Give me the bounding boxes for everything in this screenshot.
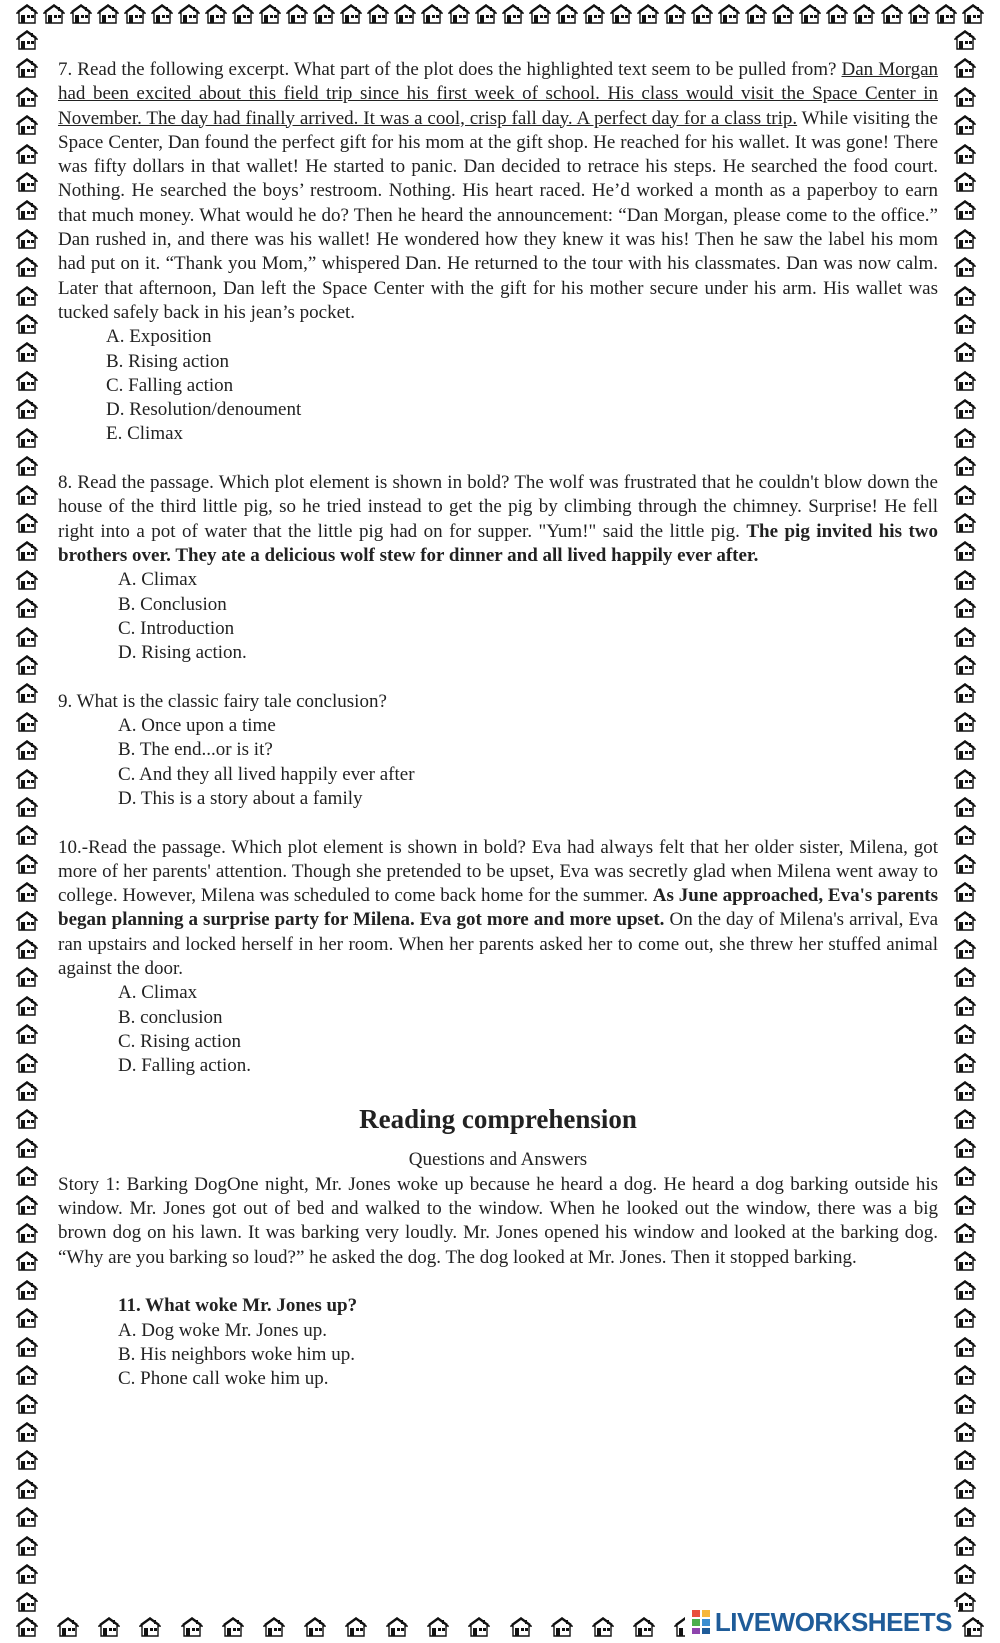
house-icon [16, 911, 38, 931]
house-icon [16, 598, 38, 618]
option-8d[interactable]: D. Rising action. [118, 642, 247, 664]
house-icon [954, 1024, 976, 1044]
house-icon [16, 1223, 38, 1243]
house-icon [954, 1450, 976, 1470]
house-icon [954, 627, 976, 647]
house-icon [16, 712, 38, 732]
house-icon [954, 144, 976, 164]
house-icon [313, 4, 335, 24]
house-icon [954, 30, 976, 50]
option-11b[interactable]: B. His neighbors woke him up. [118, 1343, 355, 1365]
option-11c[interactable]: C. Phone call woke him up. [118, 1368, 329, 1390]
house-icon [16, 683, 38, 703]
liveworksheets-logo-text: LIVEWORKSHEETS [714, 1606, 952, 1637]
border-top [16, 4, 984, 26]
house-icon [664, 4, 686, 24]
house-icon [16, 1564, 38, 1584]
house-icon [16, 1053, 38, 1073]
house-icon [205, 4, 227, 24]
option-10a[interactable]: A. Climax [118, 982, 198, 1004]
house-icon [16, 882, 38, 902]
house-icon [954, 371, 976, 391]
house-icon [468, 1617, 490, 1637]
question-9: 9. What is the classic fairy tale conclusion? [58, 690, 387, 712]
question-10-passage: 10.-Read the passage. Which plot element is shown in bold? Eva had always felt that her older sister, Milena, got more of her parents' attention. Though she pretended to be upset, Eva was secretly glad when Milena went away to college. However, Milena was scheduled to come back home for the summer. [58, 836, 938, 907]
house-icon [16, 1592, 38, 1612]
question-10 [58, 836, 938, 982]
question-11-options [58, 1319, 938, 1392]
option-7a[interactable]: A. Exposition [106, 326, 212, 348]
house-icon [954, 939, 976, 959]
house-icon [954, 115, 976, 135]
house-icon [954, 882, 976, 902]
option-9d[interactable]: D. This is a story about a family [118, 787, 363, 809]
house-icon [772, 4, 794, 24]
house-icon [954, 428, 976, 448]
house-icon [16, 314, 38, 334]
house-icon [551, 1617, 573, 1637]
house-icon [954, 1251, 976, 1271]
house-icon [954, 1394, 976, 1414]
house-icon [908, 4, 930, 24]
house-icon [16, 456, 38, 476]
house-icon [16, 371, 38, 391]
house-icon [954, 58, 976, 78]
house-icon [16, 172, 38, 192]
house-icon [853, 4, 875, 24]
option-10c[interactable]: C. Rising action [118, 1030, 241, 1052]
house-icon [954, 172, 976, 192]
house-icon [954, 854, 976, 874]
option-9c[interactable]: C. And they all lived happily ever after [118, 763, 415, 785]
option-8b[interactable]: B. Conclusion [118, 593, 227, 615]
question-8-bold-text: The pig invited his two brothers over. They ate a delicious wolf stew for dinner and all lived happily ever after. [58, 520, 938, 566]
house-icon [16, 1450, 38, 1470]
house-icon [340, 4, 362, 24]
house-icon [394, 4, 416, 24]
section-heading: Reading comprehension [359, 1104, 637, 1135]
house-icon [954, 683, 976, 703]
house-icon [954, 996, 976, 1016]
option-8c[interactable]: C. Introduction [118, 617, 235, 639]
house-icon [16, 257, 38, 277]
house-icon [345, 1617, 367, 1637]
house-icon [16, 1422, 38, 1442]
house-icon [954, 200, 976, 220]
house-icon [475, 4, 497, 24]
house-icon [16, 58, 38, 78]
liveworksheets-logo [685, 1607, 958, 1637]
house-icon [954, 655, 976, 675]
question-11: 11. What woke Mr. Jones up? [118, 1295, 358, 1317]
house-icon [16, 200, 38, 220]
house-icon [16, 996, 38, 1016]
house-icon [16, 342, 38, 362]
house-icon [124, 4, 146, 24]
house-icon [529, 4, 551, 24]
house-icon [954, 1223, 976, 1243]
house-icon [421, 4, 443, 24]
house-icon [633, 1617, 655, 1637]
house-icon [259, 4, 281, 24]
house-icon [954, 1308, 976, 1328]
house-icon [583, 4, 605, 24]
house-icon [954, 314, 976, 334]
house-icon [16, 655, 38, 675]
house-icon [16, 1479, 38, 1499]
house-icon [232, 4, 254, 24]
house-icon [16, 115, 38, 135]
house-icon [16, 428, 38, 448]
house-icon [691, 4, 713, 24]
house-icon [222, 1617, 244, 1637]
house-icon [427, 1617, 449, 1637]
house-icon [954, 825, 976, 845]
house-icon [954, 1109, 976, 1129]
house-icon [16, 797, 38, 817]
question-8-passage: 8. Read the passage. Which plot element is shown in bold? The wolf was frustrated that he couldn't blow down the house of the third little pig, so he tried instead to get the pig by climbing through the chimney. Surprise! He fell right into a pot of water that the little pig had on for supper. "Yum!" said the little pig. [58, 472, 938, 542]
question-7-options [58, 325, 938, 446]
house-icon [16, 513, 38, 533]
house-icon [637, 4, 659, 24]
option-7b[interactable]: B. Rising action [106, 350, 229, 372]
house-icon [263, 1617, 285, 1637]
house-icon [16, 1365, 38, 1385]
option-11a[interactable]: A. Dog woke Mr. Jones up. [118, 1319, 327, 1341]
house-icon [954, 485, 976, 505]
house-icon [97, 4, 119, 24]
house-icon [16, 1308, 38, 1328]
house-icon [16, 1166, 38, 1186]
house-icon [826, 4, 848, 24]
question-7-highlighted-text: Dan Morgan had been excited about this field trip since his first week of school. His class would visit the Space Center in November. The day had finally arrived. It was a cool, crisp fall day. A perfect day for a class trip. [58, 59, 939, 129]
house-icon [954, 570, 976, 590]
house-icon [745, 4, 767, 24]
option-8a[interactable]: A. Climax [118, 569, 198, 591]
house-icon [16, 740, 38, 760]
house-icon [954, 1479, 976, 1499]
house-icon [16, 144, 38, 164]
house-icon [954, 797, 976, 817]
house-icon [57, 1617, 79, 1637]
house-icon [178, 4, 200, 24]
house-icon [954, 1166, 976, 1186]
house-icon [556, 4, 578, 24]
house-icon [954, 1053, 976, 1073]
house-icon [954, 769, 976, 789]
question-8-options [58, 568, 938, 665]
worksheet-content [58, 58, 938, 1391]
house-icon [16, 1394, 38, 1414]
house-icon [954, 286, 976, 306]
house-icon [954, 598, 976, 618]
house-icon [502, 4, 524, 24]
house-icon [151, 4, 173, 24]
house-icon [718, 4, 740, 24]
house-icon [954, 456, 976, 476]
house-icon [367, 4, 389, 24]
house-icon [954, 257, 976, 277]
house-icon [16, 541, 38, 561]
house-icon [610, 4, 632, 24]
house-icon [304, 1617, 326, 1637]
house-icon [799, 4, 821, 24]
option-7c[interactable]: C. Falling action [106, 374, 234, 396]
house-icon [954, 1280, 976, 1300]
house-icon [16, 1536, 38, 1556]
option-10d[interactable]: D. Falling action. [118, 1055, 251, 1077]
house-icon [962, 4, 984, 24]
house-icon [16, 854, 38, 874]
house-icon [16, 1251, 38, 1271]
house-icon [16, 570, 38, 590]
house-icon [16, 286, 38, 306]
house-icon [954, 513, 976, 533]
option-7e[interactable]: E. Climax [106, 423, 184, 445]
liveworksheets-logo-icon [691, 1609, 711, 1635]
house-icon [16, 1280, 38, 1300]
house-icon [386, 1617, 408, 1637]
house-icon [139, 1617, 161, 1637]
house-icon [16, 825, 38, 845]
house-icon [510, 1617, 532, 1637]
house-icon [16, 30, 38, 50]
house-icon [954, 1507, 976, 1527]
house-icon [16, 1507, 38, 1527]
house-icon [16, 1109, 38, 1129]
question-9-options [58, 714, 938, 811]
question-10-passage-end: On the day of Milena's arrival, Eva ran upstairs and locked herself in her room. When her parents asked her to come out, she threw her stuffed animal against the door. [58, 909, 939, 979]
house-icon [43, 4, 65, 24]
house-icon [592, 1617, 614, 1637]
house-icon [954, 1422, 976, 1442]
house-icon [954, 1536, 976, 1556]
house-icon [954, 1564, 976, 1584]
house-icon [448, 4, 470, 24]
option-10b[interactable]: B. conclusion [118, 1006, 223, 1028]
story-1-text: Story 1: Barking DogOne night, Mr. Jones woke up because he heard a dog. He heard a dog barking outside his window. Mr. Jones got out of bed and walked to the window. When he looked out the window, there was a big brown dog on his lawn. It was barking very loudly. Mr. Jones opened his window and looked at the barking dog. “Why are you barking so loud?” he asked the dog. The dog looked at Mr. Jones. Then it stopped barking. [58, 1173, 938, 1268]
house-icon [16, 1081, 38, 1101]
house-icon [954, 911, 976, 931]
option-7d[interactable]: D. Resolution/denoument [106, 399, 302, 421]
section-subheading: Questions and Answers [408, 1149, 588, 1171]
house-icon [16, 399, 38, 419]
house-icon [881, 4, 903, 24]
house-icon [935, 4, 957, 24]
house-icon [16, 87, 38, 107]
house-icon [954, 1138, 976, 1158]
house-icon [286, 4, 308, 24]
house-icon [954, 399, 976, 419]
question-7 [58, 58, 938, 325]
option-9b[interactable]: B. The end...or is it? [118, 739, 273, 761]
house-icon [954, 342, 976, 362]
house-icon [16, 4, 38, 24]
house-icon [962, 1617, 984, 1637]
question-7-intro: 7. Read the following excerpt. What part of the plot does the highlighted text seem to be pulled from? [58, 59, 837, 80]
house-icon [954, 87, 976, 107]
question-10-options [58, 981, 938, 1078]
house-icon [16, 967, 38, 987]
question-7-passage: While visiting the Space Center, Dan found the perfect gift for his mom at the gift shop. He reached for his wallet. It was gone! There was fifty dollars in that wallet! He started to panic. Dan decided to retrace his steps. He searched the food court. Nothing. He searched the boys’ restroom. Nothing. His heart raced. He’d worked a month as a paperboy to earn that much money. What would he do? Then he heard the announcement: “Dan Morgan, please come to the office.” Dan rushed in, and there was his wallet! He wondered how they knew it was his! Then he saw the label his mom had put on it. “Thank you Mom,” whispered Dan. He returned to the tour with his classmates. Dan was now calm. Later that afternoon, Dan left the Space Center with the gift for his mother secure under his arm. His wallet was tucked safely back in his jean’s pocket. [58, 107, 938, 323]
border-right [954, 30, 984, 1613]
house-icon [16, 1617, 38, 1637]
house-icon [16, 229, 38, 249]
house-icon [16, 1024, 38, 1044]
house-icon [954, 967, 976, 987]
house-icon [16, 1337, 38, 1357]
house-icon [16, 485, 38, 505]
option-9a[interactable]: A. Once upon a time [118, 715, 276, 737]
border-left [16, 30, 46, 1613]
house-icon [954, 541, 976, 561]
house-icon [954, 1081, 976, 1101]
house-icon [70, 4, 92, 24]
question-8 [58, 471, 938, 568]
house-icon [98, 1617, 120, 1637]
house-icon [954, 712, 976, 732]
house-icon [16, 1195, 38, 1215]
house-icon [16, 627, 38, 647]
house-icon [954, 1365, 976, 1385]
house-icon [181, 1617, 203, 1637]
house-icon [954, 1337, 976, 1357]
house-icon [954, 1195, 976, 1215]
question-10-bold-text: As June approached, Eva's parents began planning a surprise party for Milena. Eva got more and more upset. [58, 885, 938, 931]
house-icon [16, 939, 38, 959]
house-icon [954, 740, 976, 760]
house-icon [954, 229, 976, 249]
house-icon [16, 769, 38, 789]
house-icon [16, 1138, 38, 1158]
